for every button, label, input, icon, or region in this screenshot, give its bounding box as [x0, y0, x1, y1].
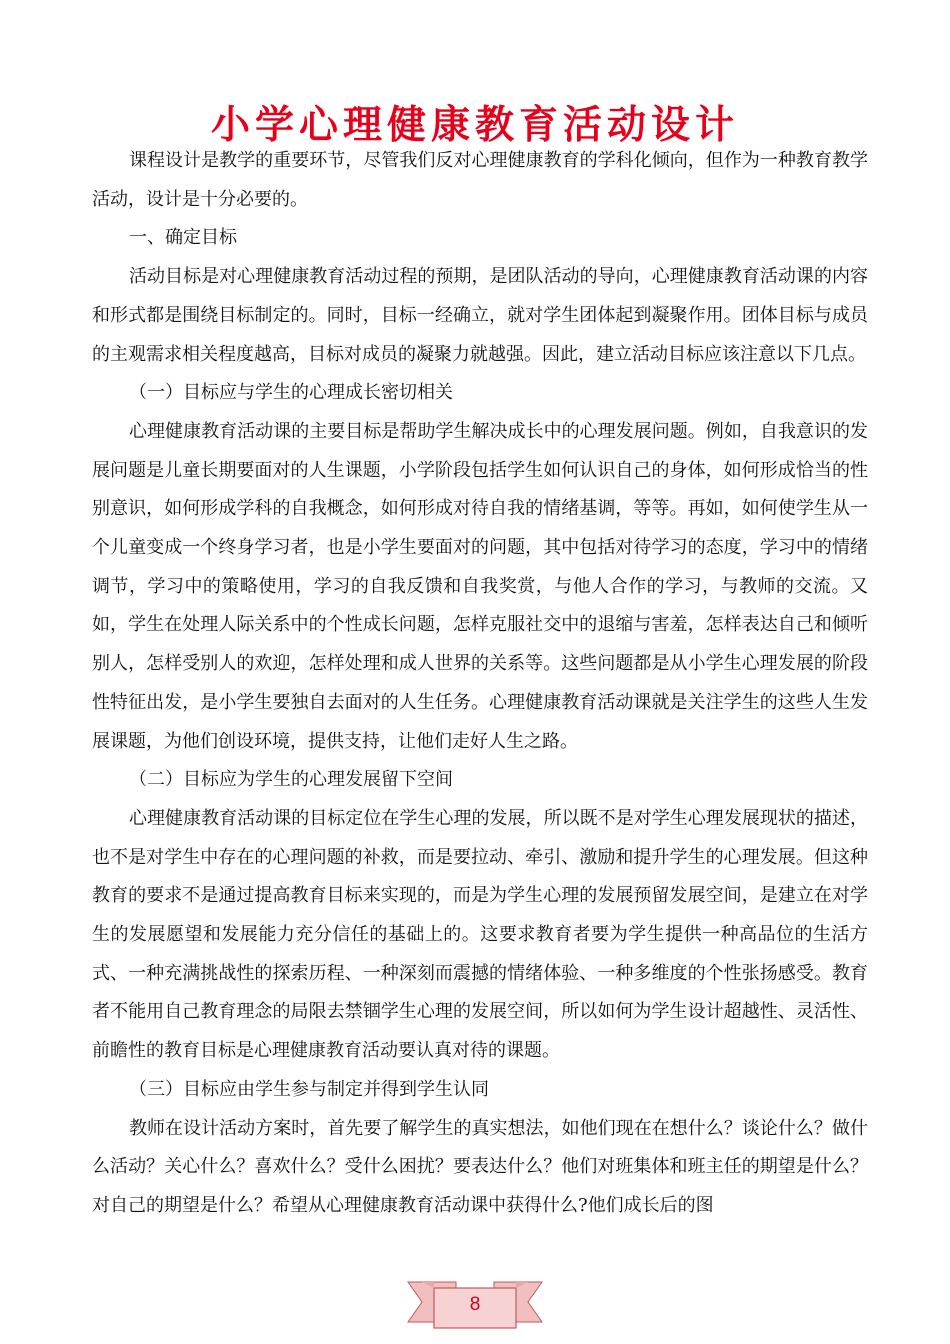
paragraph: 活动目标是对心理健康教育活动过程的预期，是团队活动的导向，心理健康教育活动课的内容和形式都是围绕目标制定的。同时，目标一经确立，就对学生团体起到凝聚作用。团体目标与成员的主观需求相关程度越高，目标对成员的凝聚力就越强。因此，建立活动目标应该注意以下几点。	[92, 266, 868, 365]
section-heading: 一、确定目标	[129, 227, 237, 249]
document-body	[92, 142, 868, 1226]
paragraph-intro: 课程设计是教学的重要环节，尽管我们反对心理健康教育的学科化倾向，但作为一种教育教学活动，设计是十分必要的。	[92, 150, 868, 210]
page-number-ribbon	[394, 1272, 556, 1330]
subsection-heading: （三）目标应由学生参与制定并得到学生认同	[129, 1078, 489, 1100]
paragraph: 心理健康教育活动课的目标定位在学生心理的发展，所以既不是对学生心理发展现状的描述，也不是对学生中存在的心理问题的补救，而是要拉动、牵引、激励和提升学生的心理发展。但这种教育的要求不是通过提高教育目标来实现的，而是为学生心理的发展预留发展空间，是建立在对学生的发展愿望和发展能力充分信任的基础上的。这要求教育者要为学生提供一种高品位的生活方式、一种充满挑战性的探索历程、一种深刻而震撼的情绪体验、一种多维度的个性张扬感受。教育者不能用自己教育理念的局限去禁锢学生心理的发展空间，所以如何为学生设计超越性、灵活性、前瞻性的教育目标是心理健康教育活动要认真对待的课题。	[92, 807, 868, 1062]
subsection-heading: （一）目标应与学生的心理成长密切相关	[129, 382, 453, 404]
paragraph: 心理健康教育活动课的主要目标是帮助学生解决成长中的心理发展问题。例如，自我意识的发展问题是儿童长期要面对的人生课题，小学阶段包括学生如何认识自己的身体，如何形成恰当的性别意识，如何形成学科的自我概念，如何形成对待自我的情绪基调，等等。再如，如何使学生从一个儿童变成一个终身学习者，也是小学生要面对的问题，其中包括对待学习的态度，学习中的情绪调节，学习中的策略使用，学习的自我反馈和自我奖赏，与他人合作的学习，与教师的交流。又如，学生在处理人际关系中的个性成长问题，怎样克服社交中的退缩与害羞，怎样表达自己和倾听别人，怎样受别人的欢迎，怎样处理和成人世界的关系等。这些问题都是从小学生心理发展的阶段性特征出发，是小学生要独自去面对的人生任务。心理健康教育活动课就是关注学生的这些人生发展课题，为他们创设环境，提供支持，让他们走好人生之路。	[92, 420, 868, 752]
paragraph: 教师在设计活动方案时，首先要了解学生的真实想法，如他们现在在想什么？谈论什么？做什么活动？关心什么？喜欢什么？受什么困扰？要表达什么？他们对班集体和班主任的期望是什么？对自己的期望是什么？希望从心理健康教育活动课中获得什么?他们成长后的图	[92, 1117, 868, 1216]
page-number: 8	[469, 1294, 481, 1315]
document-title: 小学心理健康教育活动设计	[210, 102, 739, 148]
subsection-heading: （二）目标应为学生的心理发展留下空间	[129, 769, 453, 791]
